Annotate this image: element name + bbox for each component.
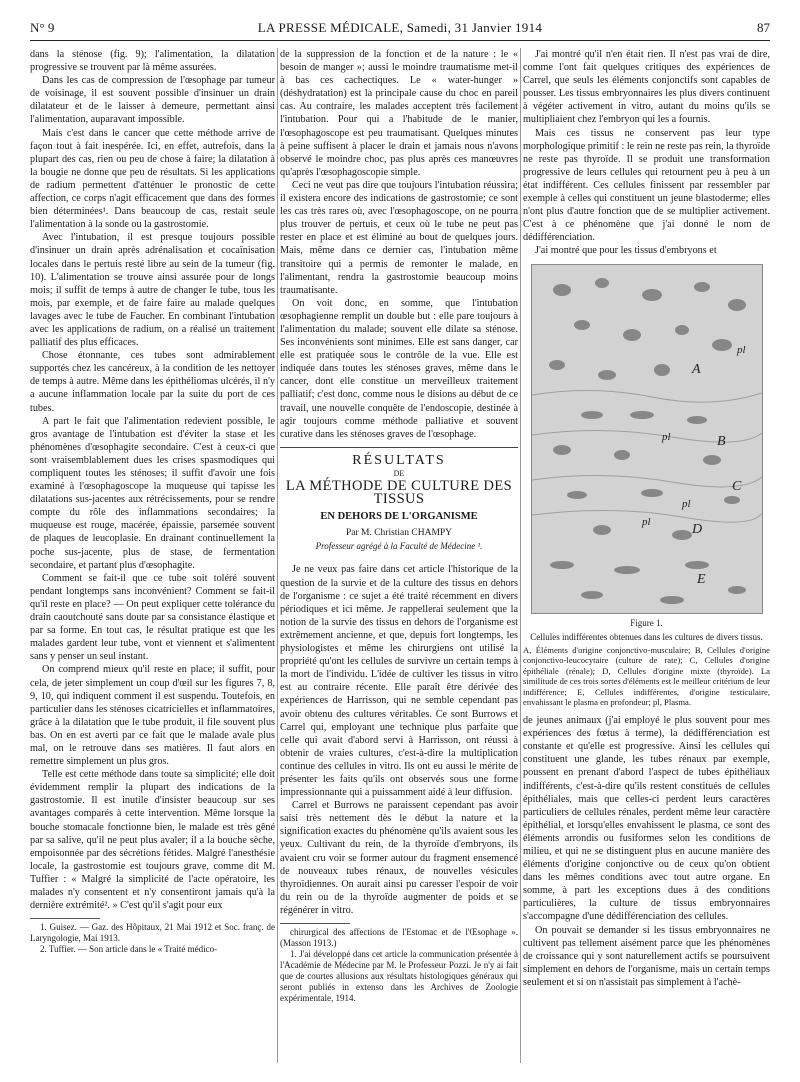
article-heading bbox=[280, 454, 518, 554]
paragraph: On pouvait se demander si les tissus embryonnaires ne cultivent pas tellement aisément parce que les phénomènes de croissance qui y sont naturellement actifs se poursuivent simplement en dehors de l'organisme, mais un certain temps seulement et si on n'assistait pas simplement à l'achè- bbox=[523, 924, 770, 988]
column-separator bbox=[520, 48, 521, 1063]
footnote: 2. Tuffier. — Son article dans le « Traité médico- bbox=[40, 944, 218, 955]
paragraph: J'ai montré que pour les tissus d'embryons et bbox=[535, 245, 717, 257]
footnote-rule bbox=[280, 923, 350, 924]
paragraph: Telle est cette méthode dans toute sa simplicité; elle doit évidemment remplir la plupart des indications de la gastrostomie. Il est inutile d'insister beaucoup sur ses avantages comparés à cette intervention. Même lorsque la bouche stomacale fonctionne bien, le malade est très gêné par sa salive, qu'il ne peut plus avaler; il a la bouche sèche, empoisonnée par des sécrétions fétides. Malgré l'anesthésie locale, la gastrostomie est toujours grave, comme dit M. Tuffier : « Malgré la simplicité de l'acte opératoire, les malades n'y consentent et n'y consentiront jamais qu'à la dernière extrémité². » C'est qu'il s'agit pour eux bbox=[30, 769, 275, 912]
paragraph: de jeunes animaux (j'ai employé le plus souvent pour mes expériences des fœtus à terme), la dédifférenciation est constante et qu'elle est progressive. Ainsi les cellules qui constituent une glande, les tubes rénaux par exemple, poussent en prenant d'abord l'aspect de tubes épithéliaux indifférents, c'est-à-dire qu'ils restent constitués de cellules épithéliales, mais que celles-ci perdent leurs caractères particuliers de cellules rénales, perdent même leur caractère épithélial, et lorsqu'elles envahissent le plasma, ce sont des éléments arrondis ou fusiformes selon les conditions de milieu, et qui ne se distinguent plus en aucune manière des éléments d'origine conjonctive ou de ceux qu'on obtient dans les mêmes conditions avec tout autre organe. En somme, à part les exceptions dues à des conditions particulières, la culture de tissus embryonnaires s'accompagne d'une dédifférenciation des cellules. bbox=[523, 715, 770, 923]
paragraph: J'ai montré qu'il n'en était rien. Il n'est pas vrai de dire, comme l'ont fait quelques critiques des expériences de Carrel, que seuls les éléments conjonctifs sont capables de pousser. Les tissus embryonnaires les plus divers continuent à végéter activement in vitro, autant du moins qu'ils se multipliaient chez l'embryon qui les a fournis. bbox=[523, 49, 770, 126]
footnote: 1. J'ai développé dans cet article la communication présentée à l'Académie de Médecine par M. le Professeur Pozzi. Je n'y ai fait que de courtes allusions aux résultats histologiques généraux qui seront publiés in extenso dans les Archives de Zoologie expérimentale, 1914. bbox=[280, 949, 518, 1003]
paragraph: Comment se fait-il que ce tube soit toléré souvent pendant longtemps sans inconvénient? Comment se fait-il qu'il reste en place? — On peut expliquer cette tolérance du drain caoutchouté sans doute par sa consistance élastique et par sa forme. En tout cas, le résultat pratique est que les malades gardent leur tube, vont et viennent et s'alimentent sans y penser un seul instant. bbox=[30, 572, 275, 663]
paragraph: On comprend mieux qu'il reste en place; il suffit, pour cela, de jeter simplement un coup d'œil sur les figures 7, 8, 9, 10, qui indiquent comment il est suspendu. Toutefois, en particulier dans les sténoses cicatricielles et inflammatoires, grâce à la dilatation que le tube produit, il file souvent plus bas. On en est averti par ce fait que le malade avale plus mal, on le retrouve dans ses matières. Il faut alors en remettre simplement un plus gros. bbox=[30, 664, 275, 768]
figure-label: D bbox=[691, 521, 702, 537]
article-affiliation: Professeur agrégé à la Faculté de Médecine ¹. bbox=[315, 541, 483, 552]
column-2 bbox=[280, 48, 518, 1004]
paragraph: Chose étonnante, ces tubes sont admirablement supportés chez les cancéreux, à la condition de les nettoyer de temps à autre. Même dans les épithéliomas ulcérés, il n'y a aucune inflammation locale par la suite du port de ces tubes. bbox=[30, 350, 275, 414]
paragraph: On voit donc, en somme, que l'intubation œsophagienne remplit un double but : elle pare toujours à l'alimentation du malade; souvent elle dilate sa sténose. Ses inconvénients sont minimes. Elle est sans danger, car elle est pratiquée sous le contrôle de la vue. Elle est indiquée dans toutes les sténoses graves, même dans le cancer, dont elle constitue un merveilleux traitement palliatif; c'est donc, comme nous le disions au début de ce travail, une nouvelle conquête de l'endoscopie, destinée à agir toujours comme méthode palliative et souvent curative dans les sténoses graves de l'œsophage. bbox=[280, 297, 518, 440]
figure-label: pl bbox=[736, 343, 746, 356]
micrograph-illustration bbox=[532, 265, 762, 613]
footnote-rule bbox=[30, 918, 100, 919]
paragraph: Dans les cas de compression de l'œsophage par tumeur de voisinage, il est souvent possible d'insinuer un drain dilatateur et de le laisser à demeure, permettant ainsi l'alimentation, auparavant impossible. bbox=[30, 75, 275, 126]
article-title-line: RÉSULTATS bbox=[352, 452, 446, 468]
figure-label: pl bbox=[681, 497, 691, 510]
paragraph: Ceci ne veut pas dire que toujours l'intubation réussira; il existera encore des indications de gastrostomie; ce sont les cas très rares où, avec l'œsophagoscope, on ne pourra plus trouver de pertuis, et ceux où le tube ne peut pas rester en place et est éliminé au bout de quelques jours. Mais, même dans ce dernier cas, l'intubation même transitoire qui a permis de remonter le malade, en l'alimentant, rendra la gastrostomie beaucoup moins traumatisante. bbox=[280, 179, 518, 296]
paragraph: de la suppression de la fonction et de la nature : le « besoin de manger »; aussi le moindre traumatisme met-il à bas ces cachectiques. Le « water-hunger » (déshydratation) est la principale cause du choc en pareil cas. Au contraire, les malades acceptent très facilement l'intubation. Pour qui a l'habitude de le manier, l'œsophagoscope est peu traumatisant. Quelques minutes à peine suffisent à placer le drain et jamais nous n'avons observé le moindre choc, pas plus après ces manœuvres qu'après l'œsophagoscopie simple. bbox=[280, 49, 518, 178]
figure-legend: A, Éléments d'origine conjonctivo-musculaire; B, Cellules d'origine conjonctivo-leucocytaire (culture de rate); C, Cellules d'origine épithéliale (rénale); D, Cellules d'origine mixte (thyroïde). La similitude de ces trois sortes d'éléments est le meilleur critérium de leur indifférence; E, Cellules indifférentes, d'origine testiculaire, envahissant le plasma en profondeur; pl, Plasma. bbox=[523, 644, 770, 708]
page-header bbox=[30, 20, 770, 38]
masthead: LA PRESSE MÉDICALE, Samedi, 31 Janvier 1914 bbox=[257, 20, 543, 35]
figure-label: pl bbox=[661, 430, 671, 443]
footnote: chirurgical des affections de l'Estomac et de l'Œsophage ». (Masson 1913.) bbox=[280, 927, 518, 948]
column-1 bbox=[30, 48, 275, 955]
paragraph: Je ne veux pas faire dans cet article l'historique de la question de la survie et de la culture des tissus en dehors de l'organisme : ce sujet a été traité récemment en divers périodiques et ici même. Je rappellerai seulement que la notion de la survie des tissus en dehors de l'organisme est extrêmement ancienne, et que, depuis fort longtemps, les physiologistes et même les chirurgiens ont utilisé la propriété qu'ont les cellules de survivre un certain temps à la mort de l'individu. L'idée de cultiver les tissus in vitro est au contraire récente. Elle paraît être dérivée des expériences de Harrisson, qui ne semble cependant pas avoir obtenu des cultures véritables. Ce sont Burrows et Carrel qui, employant une technique plus parfaite que celle qui avait d'abord servi à Harrisson, ont réussi à obtenir de vraies cultures, c'est-à-dire la multiplication continue des cellules in vitro. Ils ont eu aussi le mérite de présenter les faits qu'ils ont observés sous une forme impressionnante qui a puissamment aidé à leur diffusion. bbox=[280, 564, 518, 799]
figure-label: pl bbox=[641, 515, 651, 528]
paragraph: Carrel et Burrows ne paraissent cependant pas avoir saisi très nettement dès le début la nature et la signification exactes du phénomène qu'ils avaient sous les yeux. Cultivant du rein, de la thyroïde d'embryons, ils avaient cru voir se former autour du fragment ensemencé de nouveaux tubes rénaux, de nouvelles vésicules thyroïdiennes. On aurait ainsi pu caresser l'espoir de voir du rein ou de la thyroïde augmenter de poids et se régénérer in vitro. bbox=[280, 800, 518, 916]
figure-label: B bbox=[716, 433, 726, 449]
figure-subcaption: Cellules indifférentes obtenues dans les cultures de divers tissus. bbox=[530, 632, 763, 642]
paragraph: Mais c'est dans le cancer que cette méthode arrive de façon tout à fait inespérée. Ici, en effet, autrefois, dans la plupart des cas, rien ou peu de chose à faire; la dilatation à la bougie ne donne que peu de résultats. Si les applications de radium permettent d'atténuer le pronostic de cette affection, ce corps n'agit efficacement que dans des formes bien déterminées¹. Dans beaucoup de cas, restait seule l'alimentation à la sonde ou la gastrostomie. bbox=[30, 127, 275, 231]
paragraph: Mais ces tissus ne conservent pas leur type morphologique primitif : le rein ne reste pas rein, la thyroïde ne reste pas thyroïde. Il se produit une transformation progressive de leurs cellules qui retournent peu à peu à un état indifférent. Ces cellules finissent par ressembler par exemple à celles qui constituent un jeune blastoderme; elles n'ont plus d'autre fonction que de se multiplier activement. C'est à ce phénomène que j'ai donné le nom de dédifférenciation. bbox=[523, 127, 770, 244]
page-number: 87 bbox=[757, 20, 770, 35]
article-title-line: LA MÉTHODE DE CULTURE DES TISSUS bbox=[285, 478, 513, 508]
column-separator bbox=[277, 48, 278, 1063]
paragraph: Avec l'intubation, il est presque toujours possible d'insinuer un drain après adrénalisation et cocaïnisation locales dans le pertuis resté libre au sein de la tumeur (fig. 10). L'alimentation se trouve ainsi assurée pour de longs mois; il suffit de temps à autre de changer le tube, tous les mois, par exemple, et de faire faire au malade quelques lavages avec le tube de Faucher. En combinant l'intubation avec les applications de radium, on a réalisé un traitement palliatif des plus efficaces. bbox=[30, 232, 275, 349]
paragraph: A part le fait que l'alimentation redevient possible, le gros avantage de l'intubation est d'éviter la stase et les phénomènes d'œsophagite secondaire. C'est à ceux-ci que sont vraisemblablement dues les crises spasmodiques qui compliquent toutes les sténoses; il suffit d'avoir une fois examiné à l'œsophagoscope la muqueuse qui tapisse les dilatations sus-jacentes aux rétrécissements, pour se rendre compte du rôle des inflammations secondaires; la muqueuse est rouge, macérée, épaissie, parsemée souvent de plaques de leucoplasie. En drainant continuellement la poche sus-jacente, plus de stase, de fermentation secondaire, et partant plus d'œsophagite. bbox=[30, 415, 275, 571]
figure-caption: Figure 1. bbox=[630, 617, 663, 628]
figure-label: C bbox=[731, 478, 741, 494]
micrograph-figure bbox=[531, 264, 763, 614]
article-subtitle: EN DEHORS DE L'ORGANISME bbox=[320, 511, 478, 523]
article-author: Par M. Christian CHAMPY bbox=[345, 528, 453, 539]
footnote: 1. Guisez. — Gaz. des Hôpitaux, 21 Mai 1912 et Soc. franç. de Laryngologie, Mai 1913. bbox=[30, 922, 275, 944]
paragraph: dans la sténose (fig. 9); l'alimentation, la dilatation progressive se trouvent par là même assurées. bbox=[30, 49, 275, 74]
column-3 bbox=[523, 48, 770, 989]
article-title-line: DE bbox=[393, 468, 405, 478]
header-rule bbox=[30, 40, 770, 41]
issue-number: N° 9 bbox=[30, 20, 55, 35]
figure-label: A bbox=[691, 361, 701, 377]
figure-label: E bbox=[696, 571, 706, 587]
